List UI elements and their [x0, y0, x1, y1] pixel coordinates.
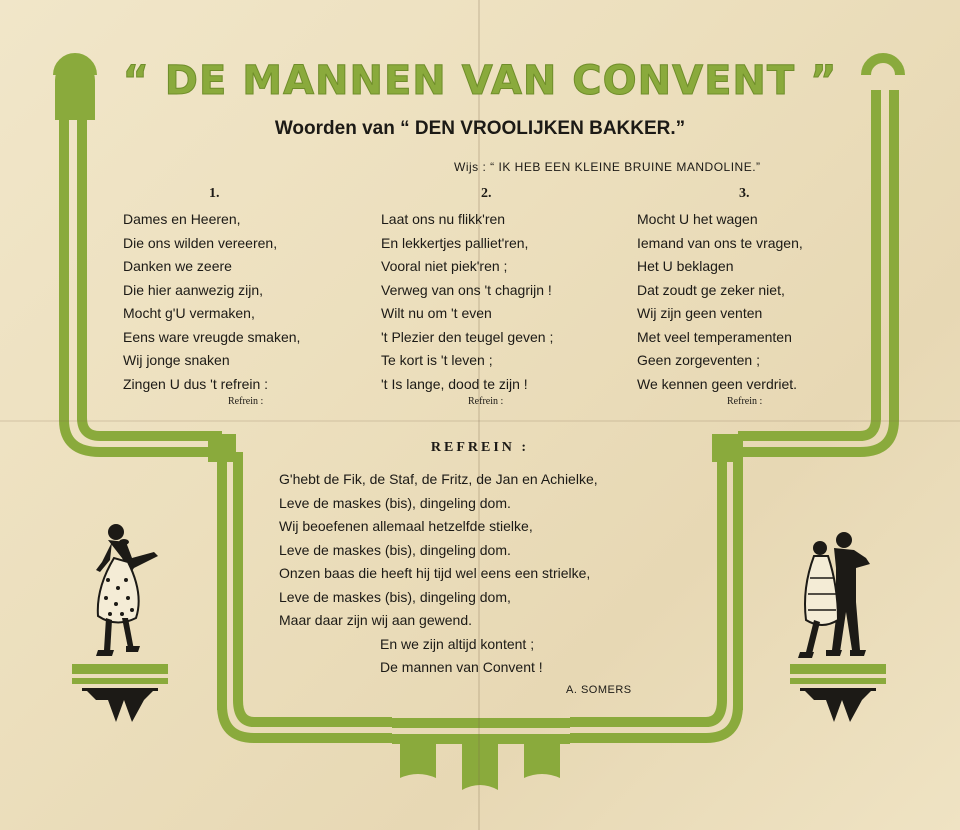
- verse-number: 2.: [481, 186, 492, 201]
- refrain-text: [279, 468, 699, 680]
- refrain-heading: REFREIN :: [430, 440, 530, 455]
- refrain-line: De mannen van Convent !: [380, 659, 543, 675]
- verse-line: Eens ware vreugde smaken,: [123, 328, 301, 345]
- refrain-line: Wij beoefenen allemaal hetzelfde stielke,: [279, 518, 533, 534]
- verse-number: 3.: [739, 186, 750, 201]
- subtitle: [150, 118, 810, 140]
- verse-line: Het U beklagen: [637, 258, 734, 274]
- verse-line: Die hier aanwezig zijn,: [123, 281, 264, 298]
- verse-line: En lekkertjes palliet'ren,: [381, 234, 529, 251]
- verse-3: [637, 186, 877, 407]
- refrain-line: Leve de maskes (bis), dingeling dom.: [279, 494, 511, 511]
- verse-2: [381, 186, 621, 407]
- refrain-cue: Refrein :: [727, 396, 763, 407]
- tune-line: Wijs : “ IK HEB EEN KLEINE BRUINE MANDOLINE.”: [454, 160, 761, 174]
- verse-line: Dames en Heeren,: [123, 211, 241, 227]
- subtitle-author-alias: “ DEN VROOLIJKEN BAKKER.”: [400, 118, 686, 139]
- verse-line: 't Is lange, dood te zijn !: [381, 375, 528, 392]
- refrain-line: En we zijn altijd kontent ;: [380, 635, 535, 652]
- dancing-couple-icon: [82, 518, 174, 660]
- verse-line: Laat ons nu flikk'ren: [381, 211, 506, 227]
- refrain-line: Onzen baas die heeft hij tijd wel eens een strielke,: [279, 565, 591, 581]
- verse-line: Mocht U het wagen: [637, 211, 758, 227]
- refrain-cue: Refrein :: [228, 396, 264, 407]
- verse-line: Mocht g'U vermaken,: [123, 305, 255, 321]
- verse-line: Zingen U dus 't refrein :: [123, 375, 269, 392]
- verse-line: Te kort is 't leven ;: [381, 352, 493, 368]
- verse-1: [123, 186, 363, 407]
- refrain-line: Maar daar zijn wij aan gewend.: [279, 612, 472, 628]
- dancing-couple-icon: [786, 528, 882, 664]
- verse-line: Dat zoudt ge zeker niet,: [637, 281, 785, 298]
- verse-line: We kennen geen verdriet.: [637, 375, 798, 392]
- verse-line: Verweg van ons 't chagrijn !: [381, 281, 552, 298]
- verse-line: Die ons wilden vereeren,: [123, 234, 278, 251]
- subtitle-prefix: Woorden van: [274, 118, 401, 139]
- verse-line: Geen zorgeventen ;: [637, 352, 760, 368]
- refrain-cue: Refrein :: [468, 396, 504, 407]
- paper-fold-horizontal: [0, 420, 960, 422]
- verse-line: Vooral niet piek'ren ;: [381, 258, 508, 274]
- refrain-line: Leve de maskes (bis), dingeling dom.: [279, 541, 511, 558]
- verse-line: Wij zijn geen venten: [637, 305, 763, 321]
- verse-line: Wilt nu om 't even: [381, 305, 492, 321]
- verse-line: Iemand van ons te vragen,: [637, 234, 803, 251]
- verse-line: Wij jonge snaken: [123, 352, 230, 368]
- refrain-line: G'hebt de Fik, de Staf, de Fritz, de Jan en Achielke,: [279, 471, 598, 487]
- song-title: “ DE MANNEN VAN CONVENT ”: [122, 58, 838, 104]
- verse-number: 1.: [209, 186, 220, 201]
- author-signature: A. SOMERS: [566, 684, 632, 696]
- refrain-line: Leve de maskes (bis), dingeling dom,: [279, 588, 511, 605]
- verse-line: 't Plezier den teugel geven ;: [381, 328, 554, 345]
- verse-line: Danken we zeere: [123, 258, 232, 274]
- verse-line: Met veel temperamenten: [637, 328, 792, 345]
